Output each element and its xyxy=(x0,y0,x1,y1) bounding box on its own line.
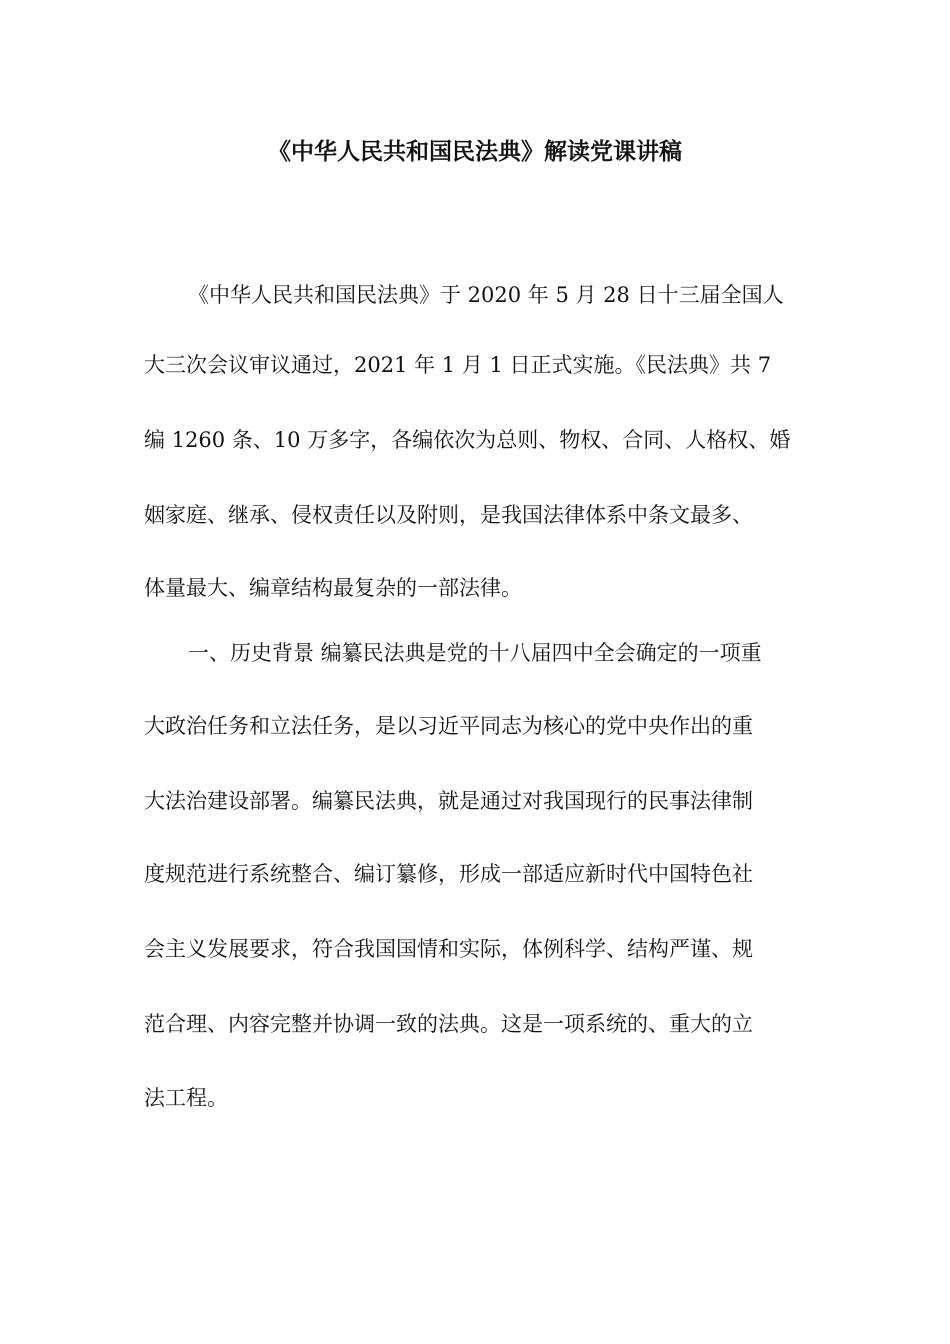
paragraph-2-line-7: 法工程。 xyxy=(144,1086,228,1110)
paragraph-1-line-1: 《中华人民共和国民法典》于 2020 年 5 月 28 日十三届全国人 xyxy=(188,283,784,307)
document-title: 《中华人民共和国民法典》解读党课讲稿 xyxy=(268,139,682,165)
paragraph-2-line-4: 度规范进行系统整合、编订纂修，形成一部适应新时代中国特色社 xyxy=(144,862,753,886)
paragraph-1-line-3: 编 1260 条、10 万多字，各编依次为总则、物权、合同、人格权、婚 xyxy=(144,428,791,452)
paragraph-1-line-2: 大三次会议审议通过，2021 年 1 月 1 日正式实施。《民法典》共 7 xyxy=(144,353,772,377)
paragraph-1-line-4: 姻家庭、继承、侵权责任以及附则，是我国法律体系中条文最多、 xyxy=(144,503,753,527)
paragraph-2-line-3: 大法治建设部署。编纂民法典，就是通过对我国现行的民事法律制 xyxy=(144,789,753,813)
paragraph-1-line-5: 体量最大、编章结构最复杂的一部法律。 xyxy=(144,576,522,600)
paragraph-2-line-2: 大政治任务和立法任务，是以习近平同志为核心的党中央作出的重 xyxy=(144,714,753,738)
paragraph-2-line-5: 会主义发展要求，符合我国国情和实际，体例科学、结构严谨、规 xyxy=(144,937,753,961)
paragraph-2-line-6: 范合理、内容完整并协调一致的法典。这是一项系统的、重大的立 xyxy=(144,1012,753,1036)
paragraph-2-line-1: 一、历史背景 编纂民法典是党的十八届四中全会确定的一项重 xyxy=(188,641,762,665)
